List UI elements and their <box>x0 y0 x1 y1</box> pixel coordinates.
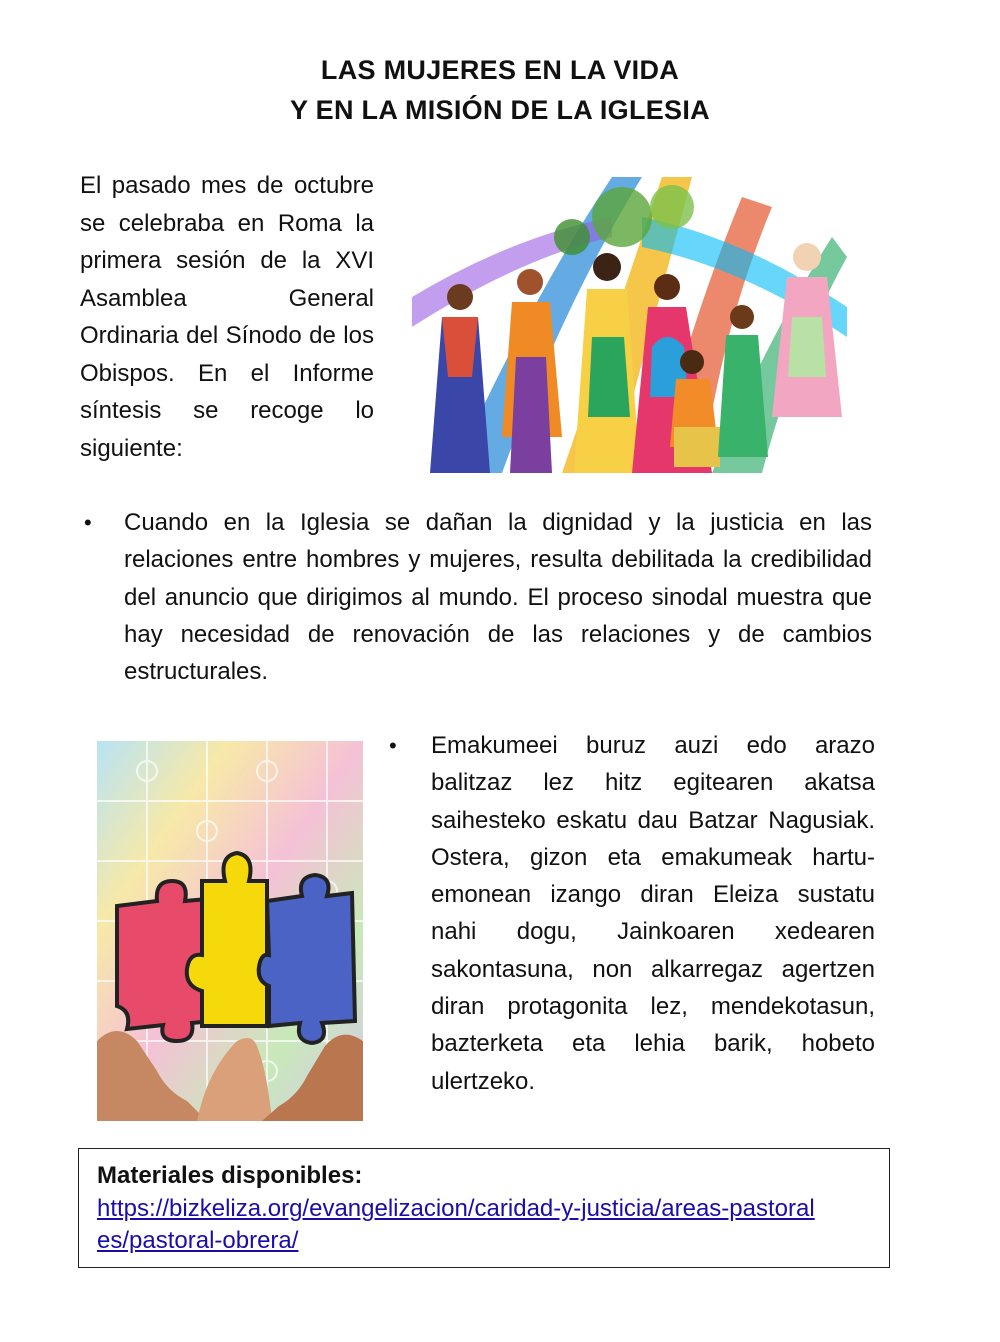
title-line-2: Y EN LA MISIÓN DE LA IGLESIA <box>290 95 710 125</box>
bullet-1-text: Cuando en la Iglesia se dañan la dignidad y la justicia en las relaciones entre hombres y mujeres, resulta debilitada la credibilidad del anuncio que dirigimos al mundo. El proceso sinodal muestra que hay necesidad de renovación de las relaciones y de cambios estructurales. <box>124 509 872 686</box>
puzzle-hands-illustration <box>97 741 363 1121</box>
title-line-1: LAS MUJERES EN LA VIDA <box>320 55 680 85</box>
bullet-marker: • <box>84 510 92 535</box>
page-title <box>0 50 1000 130</box>
intro-paragraph: El pasado mes de octubre se celebraba en Roma la primera sesión de la XVI Asamblea General Ordinaria del Sínodo de los Obispos. En el Informe síntesis se recoge lo siguiente: <box>80 172 374 462</box>
materials-heading: Materiales disponibles: <box>97 1162 363 1189</box>
bullet-2-text: Emakumeei buruz auzi edo arazo balitzaz lez hitz egitearen akatsa saihesteko eskatu dau Batzar Nagusiak. Ostera, gizon eta emakumeak hartu-emonean izango diran Eleiza sustatu nahi dogu, Jainkoaren xedearen sakontasuna, non alkarregaz agertzen diran protagonita lez, mendekotasun, bazterketa eta lehia barik, hobeto ulertzeko. <box>431 732 875 1095</box>
bullet-item-1 <box>80 504 872 690</box>
bullet-marker: • <box>389 733 397 758</box>
materials-link[interactable]: https://bizkeliza.org/evangelizacion/caridad-y-justicia/areas-pastorales/pastoral-obrera/ <box>97 1195 815 1254</box>
women-illustration <box>412 177 847 473</box>
bullet-item-2 <box>385 727 875 1100</box>
materials-box <box>78 1148 890 1268</box>
